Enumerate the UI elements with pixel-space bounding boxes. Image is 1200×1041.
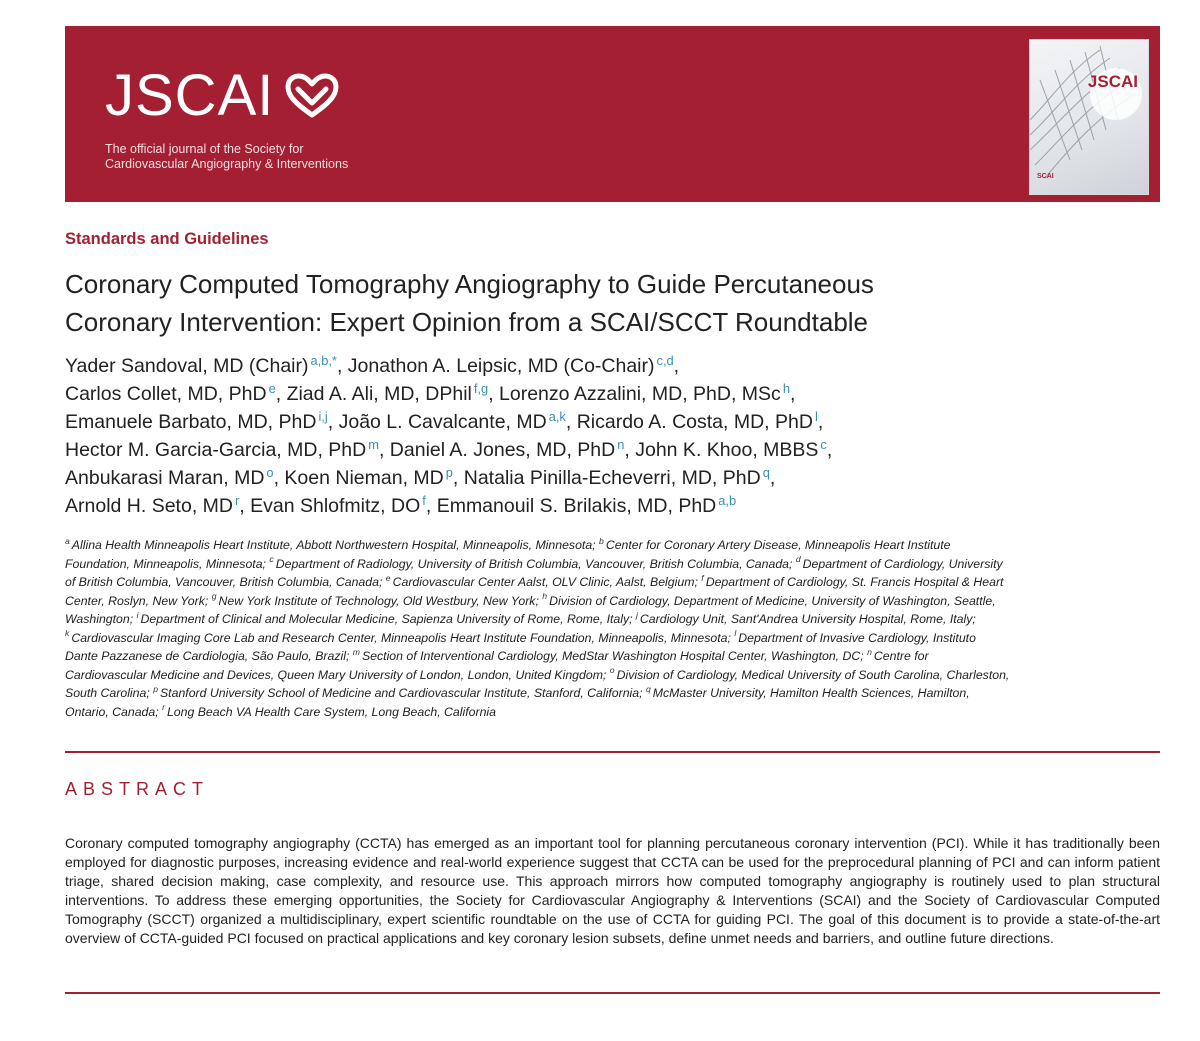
affiliation-key: k xyxy=(65,628,70,639)
affiliation-key: e xyxy=(385,572,391,583)
affiliation-marker[interactable]: a,k xyxy=(548,408,566,424)
affiliation-text: New York Institute of Technology, Old Westbury, New York; xyxy=(218,593,539,608)
author-name: Emmanouil S. Brilakis, MD, PhD xyxy=(436,495,717,517)
affiliation-marker[interactable]: a,b,* xyxy=(310,352,337,368)
abstract-heading: ABSTRACT xyxy=(65,779,210,799)
author-separator: , xyxy=(769,467,776,489)
affiliation-marker[interactable]: h xyxy=(782,380,790,396)
affiliation xyxy=(136,609,633,626)
affiliation-key: c xyxy=(269,554,274,565)
journal-tagline: The official journal of the Society for Cardiovascular Angiography & Interventions xyxy=(105,142,349,171)
abstract-text: Coronary computed tomography angiography (CCTA) has emerged as an important tool for planning percutaneous coronary intervention (PCI). While it has traditionally been employed for diagnostic purposes, increasing evidence and real-world experience suggest that CCTA can be used for the preprocedural planning of PCI and can inform patient triage, shared decision making, case complexity, and resource use. This approach mirrors how computed tomography angiography is routinely used to plan structural interventions. To address these emerging opportunities, the Society for Cardiovascular Angiography & Interventions (SCAI) and the Society of Cardiovascular Computed Tomography (SCCT) organized a multidisciplinary, expert scientific roundtable on the use of CCTA for guiding PCI. The goal of this document is to provide a state-of-the-art overview of CCTA-guided PCI focused on practical applications and key coronary lesion subsets, define unmet needs and barriers, and outline future directions. xyxy=(65,835,1160,946)
author-separator: , xyxy=(275,383,287,405)
author-separator: , xyxy=(425,495,437,517)
affiliation xyxy=(269,554,793,571)
stent-illustration xyxy=(1030,40,1148,194)
author xyxy=(65,436,390,461)
author xyxy=(347,352,680,377)
affiliation xyxy=(65,628,731,645)
affiliation xyxy=(65,535,596,552)
affiliation-key: h xyxy=(542,591,548,602)
affiliation-marker[interactable]: a,b xyxy=(718,492,737,508)
author xyxy=(65,464,285,489)
author-name: Evan Shlofmitz, DO xyxy=(250,495,421,517)
affiliation-marker[interactable]: o xyxy=(266,464,274,480)
author-separator: , xyxy=(673,355,680,377)
author-name: Natalia Pinilla-Echeverri, MD, PhD xyxy=(463,467,761,489)
author xyxy=(463,464,776,489)
author-separator: , xyxy=(624,439,636,461)
author-name: Lorenzo Azzalini, MD, PhD, MSc xyxy=(499,383,781,405)
affiliation-text: Section of Interventional Cardiology, MedStar Washington Hospital Center, Washington, DC; xyxy=(361,649,864,663)
affiliation-text: Allina Health Minneapolis Heart Institute, Abbott Northwestern Hospital, Minneapolis, Minnesota; xyxy=(71,538,596,552)
journal-logo xyxy=(105,63,340,128)
author-list xyxy=(65,352,1145,520)
author-separator: , xyxy=(565,411,577,433)
author-separator: , xyxy=(817,411,824,433)
author xyxy=(635,436,833,461)
author xyxy=(576,408,824,433)
author-separator: , xyxy=(336,355,348,377)
author xyxy=(499,380,796,405)
author-separator: , xyxy=(378,439,390,461)
author-separator: , xyxy=(789,383,796,405)
cover-logo: JSCAI xyxy=(1087,72,1138,91)
affiliation xyxy=(385,572,698,589)
affiliation-text: Cardiovascular Center Aalst, OLV Clinic, Aalst, Belgium; xyxy=(392,575,698,589)
affiliation-text: Division of Cardiology, Medical University of South Carolina, Charleston, South Carolina; xyxy=(65,667,1010,700)
affiliation-key: l xyxy=(734,628,737,639)
affiliation-key: o xyxy=(609,665,615,676)
author xyxy=(250,492,437,517)
affiliation xyxy=(636,609,976,626)
author xyxy=(286,380,500,405)
author-name: João L. Cavalcante, MD xyxy=(338,411,547,433)
journal-cover-image xyxy=(1030,40,1148,194)
article-section-label: Standards and Guidelines xyxy=(65,230,269,248)
affiliation-marker[interactable]: f xyxy=(422,492,426,508)
article-title: Coronary Computed Tomography Angiography to Guide Percutaneous Coronary Intervention: Expert Opinion from a SCAI/SCCT Roundtable xyxy=(65,269,874,337)
section-divider xyxy=(65,751,1160,753)
affiliation-marker[interactable]: n xyxy=(617,436,625,452)
affiliation-marker[interactable]: i,j xyxy=(318,408,328,424)
affiliation-marker[interactable]: r xyxy=(234,492,240,508)
author-name: Daniel A. Jones, MD, PhD xyxy=(389,439,616,461)
affiliation-text: Center for Coronary Artery Disease, Minneapolis Heart Institute Foundation, Minneapolis, Minnesota; xyxy=(65,538,951,571)
affiliation xyxy=(352,646,864,663)
author-separator: , xyxy=(327,411,339,433)
author-separator: , xyxy=(826,439,833,461)
journal-banner xyxy=(65,26,1160,202)
logo-wordmark: JSCAI xyxy=(105,63,275,128)
author-name: Ricardo A. Costa, MD, PhD xyxy=(576,411,813,433)
affiliation-key: g xyxy=(211,591,217,602)
author-name: Anbukarasi Maran, MD xyxy=(65,467,265,489)
author-name: Emanuele Barbato, MD, PhD xyxy=(65,411,317,433)
author xyxy=(338,408,577,433)
author-separator: , xyxy=(488,383,500,405)
affiliation-text: McMaster University, Hamilton Health Sciences, Hamilton, Ontario, Canada; xyxy=(65,686,970,719)
affiliation-key: d xyxy=(795,554,801,565)
affiliation-text: Department of Radiology, University of British Columbia, Vancouver, British Columbia, Canada; xyxy=(275,556,793,571)
author-separator: , xyxy=(452,467,464,489)
author-name: Koen Nieman, MD xyxy=(284,467,444,489)
author-name: Arnold H. Seto, MD xyxy=(65,495,233,517)
affiliation-text: Long Beach VA Health Care System, Long Beach, California xyxy=(166,704,496,719)
author xyxy=(389,436,636,461)
author xyxy=(65,380,287,405)
author-name: Ziad A. Ali, MD, DPhil xyxy=(286,383,472,405)
author-name: John K. Khoo, MBBS xyxy=(635,439,819,461)
affiliation-text: Stanford University School of Medicine and Cardiovascular Institute, Stanford, California; xyxy=(159,686,643,700)
affiliation-key: j xyxy=(636,609,638,620)
affiliation-text: Cardiology Unit, Sant'Andrea University Hospital, Rome, Italy; xyxy=(639,612,976,626)
author xyxy=(65,352,348,377)
affiliation-key: i xyxy=(136,609,139,620)
affiliation-marker[interactable]: f,g xyxy=(473,380,489,396)
affiliation-marker[interactable]: c,d xyxy=(656,352,674,368)
affiliation-key: f xyxy=(701,572,704,583)
affiliation-marker[interactable]: l xyxy=(814,408,818,424)
affiliation xyxy=(211,591,539,608)
cover-brand: SCAI xyxy=(1037,173,1054,180)
author-name: Hector M. Garcia-Garcia, MD, PhD xyxy=(65,439,367,461)
affiliation-key: r xyxy=(162,702,165,713)
heart-logo-icon xyxy=(284,73,340,119)
affiliation-key: q xyxy=(645,683,651,694)
affiliation-marker[interactable]: c xyxy=(820,436,827,452)
affiliation-marker[interactable]: m xyxy=(368,436,379,452)
affiliation-key: b xyxy=(599,535,604,546)
affiliation-text: Centre for Cardiovascular Medicine and Devices, Queen Mary University of London, London, United Kingdom; xyxy=(65,649,929,682)
affiliation-marker[interactable]: p xyxy=(445,464,453,480)
author-name: Carlos Collet, MD, PhD xyxy=(65,383,267,405)
author xyxy=(284,464,464,489)
affiliation-marker[interactable]: e xyxy=(268,380,276,396)
affiliation xyxy=(162,702,496,719)
author xyxy=(65,492,251,517)
affiliation-key: p xyxy=(153,683,158,694)
affiliation-marker[interactable]: q xyxy=(762,464,770,480)
author-name: Yader Sandoval, MD (Chair) xyxy=(65,355,309,377)
affiliation-key: a xyxy=(65,535,70,546)
affiliation-text: Cardiovascular Imaging Core Lab and Research Center, Minneapolis Heart Institute Foundation, Minneapolis, Minnesota; xyxy=(71,630,731,645)
affiliations xyxy=(65,536,1010,721)
affiliation-text: Department of Cardiology, St. Francis Hospital & Heart Center, Roslyn, New York; xyxy=(65,575,1004,608)
affiliation xyxy=(153,683,643,700)
author xyxy=(65,408,339,433)
section-divider xyxy=(65,992,1160,994)
affiliation-text: Division of Cardiology, Department of Medicine, University of Washington, Seattle, Washington; xyxy=(65,593,996,626)
author-separator: , xyxy=(273,467,285,489)
author xyxy=(436,492,737,517)
author-separator: , xyxy=(239,495,251,517)
affiliation-text: Department of Cardiology, University of British Columbia, Vancouver, British Columbia, Canada; xyxy=(65,556,1003,589)
author-name: Jonathon A. Leipsic, MD (Co-Chair) xyxy=(347,355,655,377)
affiliation-text: Department of Clinical and Molecular Medicine, Sapienza University of Rome, Rome, Italy; xyxy=(140,612,633,626)
affiliation-key: n xyxy=(867,646,872,657)
affiliation-text: Department of Invasive Cardiology, Instituto Dante Pazzanese de Cardiologia, São Paulo, Brazil; xyxy=(65,630,976,663)
affiliation-key: m xyxy=(352,646,360,657)
